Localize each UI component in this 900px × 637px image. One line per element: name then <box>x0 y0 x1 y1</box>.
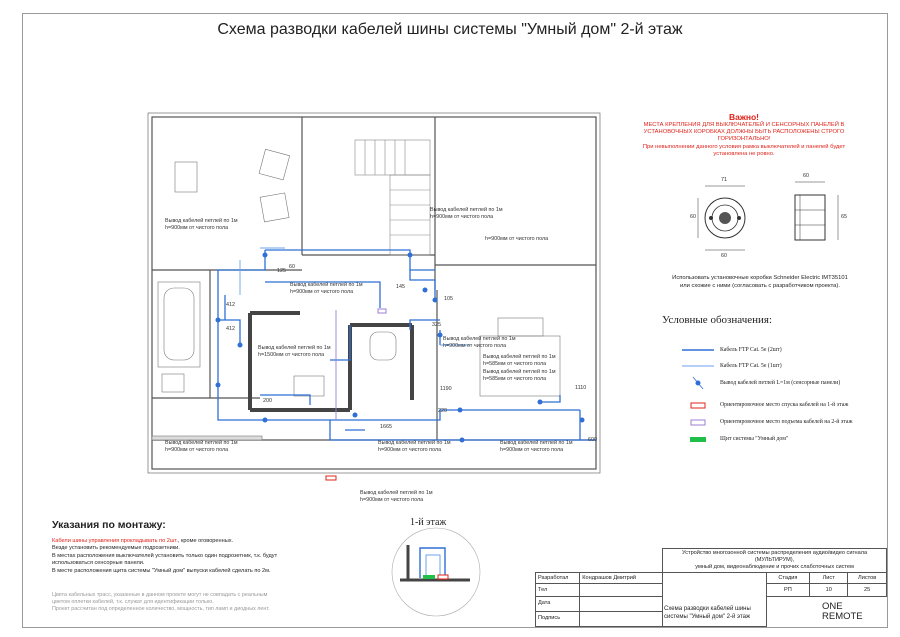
dim-60: 60 <box>289 264 295 270</box>
label-room2: Вывод кабелей петлей по 1м h=900мм от чистого пола <box>430 207 503 220</box>
legend-item-up: Ориентировочное место подъема кабелей на 2-й этаж <box>720 419 853 425</box>
dim-200: 200 <box>263 398 272 404</box>
legend-item-loop-output: Вывод кабелей петлей L=1м (сенсорные панели) <box>720 380 841 386</box>
label-bed1: Вывод кабелей петлей по 1м h=900мм от чистого пола <box>443 336 516 349</box>
floor1-mini <box>392 528 480 616</box>
label-corridor: Вывод кабелей петлей по 1м h=900мм от чистого пола <box>290 282 363 295</box>
label-bath: Вывод кабелей петлей по 1м h=1500мм от чистого пола <box>258 345 331 358</box>
legend-item-panel: Щит системы "Умный дом" <box>720 436 789 442</box>
dim-105: 105 <box>444 296 453 302</box>
box-dim-65: 65 <box>841 214 847 220</box>
dim-1110: 1110 <box>575 385 587 391</box>
legend-item-2-cables: Кабель FTP Cat. 5e (2шт) <box>720 347 782 353</box>
sheet-title: Схема разводки кабелей шины системы "Умный дом" 2-й этаж <box>664 606 751 620</box>
label-bed3: Вывод кабелей петлей по 1м h=585мм от чистого пола <box>483 369 556 382</box>
dim-1665: 1665 <box>380 424 392 430</box>
floor1-label: 1-й этаж <box>410 517 447 528</box>
dim-412a: 412 <box>226 302 235 308</box>
dim-220: 220 <box>438 408 447 414</box>
box-note: Использовать установочные коробки Schneider Electric IMT35101 или схожие с ними (согласовать с разработчиком проекта). <box>672 275 848 289</box>
label-room6: Вывод кабелей петлей по 1м h=900мм от чистого пола <box>378 440 451 453</box>
label-room1: Вывод кабелей петлей по 1м h=900мм от чистого пола <box>165 218 238 231</box>
box-dim-60-side: 60 <box>690 214 696 220</box>
warning-heading: Важно! <box>728 112 760 122</box>
box-drawing <box>698 182 838 250</box>
mounting-notes: Кабели шины управления прокладывать по 2шт., кроме оговоренных. Везде установить рекомендуемые подрозетники. В местах расположения выключателей установить только один подрозетник, т.к. будут использоваться сенсорные панели. В месте расположения щита системы "Умный дом" выпуски кабелей сделать по 2м. <box>52 538 278 574</box>
legend-item-down: Ориентировочное место спуска кабелей на 1-й этаж <box>720 402 849 408</box>
dim-1190: 1190 <box>440 386 452 392</box>
stairs <box>355 140 430 255</box>
gray-notes: Цвета кабельных трасс, указанные в данном проекте могут не совпадать с реальным цветом оплетки кабелей, т.к. служат для идентификации только. Проект рассчитан под определенное количество, мощность, тип ламп и диодных лент. <box>52 592 270 612</box>
logo: ONE REMOTE <box>822 601 863 622</box>
legend-item-1-cable: Кабель FTP Cat. 5e (1шт) <box>720 363 782 369</box>
box-dim-60-bottom: 60 <box>721 253 727 259</box>
label-room5: Вывод кабелей петлей по 1м h=900мм от чистого пола <box>165 440 238 453</box>
label-bed2: Вывод кабелей петлей по 1м h=585мм от чистого пола <box>483 354 556 367</box>
dim-412b: 412 <box>226 326 235 332</box>
down-marker <box>326 476 336 480</box>
dim-125: 125 <box>277 268 286 274</box>
title-block: Устройство многозонной системы распределения аудио/видео сигнала (МУЛЬТИРУМ), умный дом, видеонаблюдение и прочих слаботочных систем Разработал Кондрашов Дмитрий Стадия Лист Листов Тел РП 10 25 Дата Подпись <box>535 548 887 627</box>
warning-block: Важно! МЕСТА КРЕПЛЕНИЯ ДЛЯ ВЫКЛЮЧАТЕЛЕЙ И СЕНСОРНЫХ ПАНЕЛЕЙ В УСТАНОВОЧНЫХ КОРОБКАХ ДОЛЖНЫ БЫТЬ РАСПОЛОЖЕНЫ СТРОГО ГОРИЗОНТАЛЬНО! При невыполнении данного условия рамка выключателей и панелей будет установлена не ровно. <box>612 112 876 158</box>
label-room2b: h=900мм от чистого пола <box>485 236 549 242</box>
up-marker <box>378 309 386 313</box>
dim-600: 600 <box>588 437 597 443</box>
walls <box>148 113 600 473</box>
page-title: Схема разводки кабелей шины системы "Умный дом" 2-й этаж <box>217 21 683 38</box>
legend-title: Условные обозначения: <box>662 314 773 326</box>
label-room7: Вывод кабелей петлей по 1м h=900мм от чистого пола <box>500 440 573 453</box>
notes-heading: Указания по монтажу: <box>52 519 166 531</box>
box-dim-71: 71 <box>721 177 727 183</box>
project-name: Устройство многозонной системы распределения аудио/видео сигнала (МУЛЬТИРУМ), умный дом, видеонаблюдение и прочих слаботочных систем <box>663 549 887 573</box>
box-dim-60-top: 60 <box>803 173 809 179</box>
dim-325: 325 <box>432 322 441 328</box>
label-bottom: Вывод кабелей петлей по 1м h=900мм от чистого пола <box>360 490 433 503</box>
dim-145: 145 <box>396 284 405 290</box>
